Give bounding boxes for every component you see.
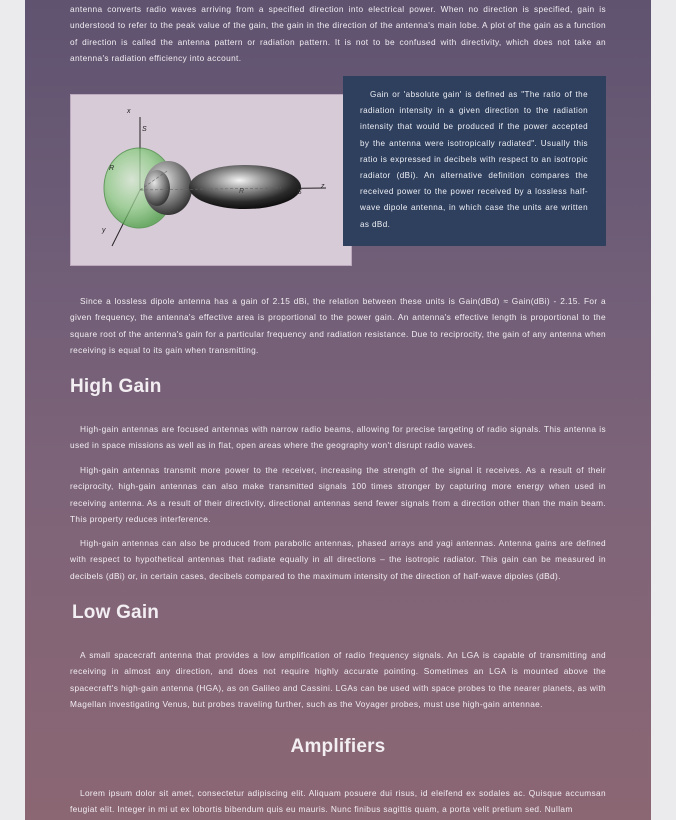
article-page bbox=[25, 0, 651, 820]
intro-paragraph: antenna converts radio waves arriving from a specified direction into electrical power. When no direction is specified, gain is understood to refer to the peak value of the gain, the gain in the direction of the antenna's main lobe. A plot of the gain as a function of direction is called the antenna pattern or radiation pattern. It is not to be confused with directivity, which does not take an antenna's radiation efficiency into account. bbox=[70, 4, 606, 63]
radiation-pattern-diagram bbox=[71, 95, 351, 265]
amplifiers-paragraph: Lorem ipsum dolor sit amet, consectetur adipiscing elit. Aliquam posuere dui risus, id eleifend ex sodales ac. Quisque accumsan feugiat elit. Integer in mi ut ex lobortis bibendum quis eu mauris. Nunc finibus sagittis quam, a porta velit pretium sed. Nullam bbox=[70, 788, 606, 815]
side-lobe-inner bbox=[144, 170, 170, 206]
low-gain-paragraph: A small spacecraft antenna that provides a low amplification of radio frequency signals. An LGA is capable of transmitting and receiving in almost any direction, and does not require highly accurate pointing. Sometimes an LGA is mounted above the spacecraft's high-gain antenna (HGA), as on Galileo and Cassini. LGAs can be used with space probes to the nearer planets, as with Magellan investigating Venus, but probes traveling further, such as the Voyager probes, must use high-gain antennae. bbox=[70, 650, 606, 709]
high-gain-paragraph-3: High-gain antennas can also be produced from parabolic antennas, phased arrays and yagi antennas. Antenna gains are defined with respect to hypothetical antennas that radiate equally in all directions – the isotropic radiator. This gain can be measured in decibels (dBi) or, in certain cases, decibels compared to the maximum intensity of the direction of half-wave dipoles (dBd). bbox=[70, 538, 606, 581]
gain-definition-text: Gain or 'absolute gain' is defined as "The ratio of the radiation intensity in a given direction to the radiation intensity that would be produced if the power accepted by the antenna were isotropically radiated". Usually this ratio is expressed in decibels with respect to an isotropic radiator (dBi). An alternative definition compares the received power to the power received by a lossless half-wave dipole antenna, in which case the units are written as dBd. bbox=[360, 90, 588, 229]
x-axis-label: x bbox=[127, 108, 131, 115]
gain-definition-box bbox=[343, 76, 606, 246]
radiation-pattern-figure bbox=[70, 94, 352, 266]
main-lobe bbox=[189, 165, 301, 209]
z-axis-label: z bbox=[321, 183, 325, 190]
high-gain-paragraph-1: High-gain antennas are focused antennas with narrow radio beams, allowing for precise targeting of radio signals. This antenna is used in space missions as well as in flat, open areas where the geography won't disrupt radio waves. bbox=[70, 424, 606, 451]
high-gain-heading: High Gain bbox=[70, 376, 162, 397]
r-label-mid: R bbox=[239, 188, 245, 195]
s-label-right: S bbox=[297, 189, 302, 196]
dipole-paragraph: Since a lossless dipole antenna has a gain of 2.15 dBi, the relation between these units is Gain(dBd) ≈ Gain(dBi) - 2.15. For a given frequency, the antenna's effective area is proportional to the power gain. An antenna's effective length is proportional to the square root of the antenna's gain for a particular frequency and radiation resistance. Due to reciprocity, the gain of any antenna when receiving is equal to its gain when transmitting. bbox=[70, 296, 606, 355]
high-gain-paragraph-2: High-gain antennas transmit more power to the receiver, increasing the strength of the signal it receives. As a result of their reciprocity, high-gain antennas can also make transmitted signals 100 times stronger by capturing more energy when used in receiving antenna. As a result of their directivity, directional antennas send fewer signals from a direction other than the main beam. This property reduces interference. bbox=[70, 465, 606, 524]
r-label-left: R bbox=[109, 165, 115, 172]
s-label-top: S bbox=[142, 126, 147, 133]
low-gain-heading: Low Gain bbox=[72, 602, 160, 623]
amplifiers-heading: Amplifiers bbox=[290, 736, 386, 757]
y-axis-label: y bbox=[102, 227, 106, 234]
